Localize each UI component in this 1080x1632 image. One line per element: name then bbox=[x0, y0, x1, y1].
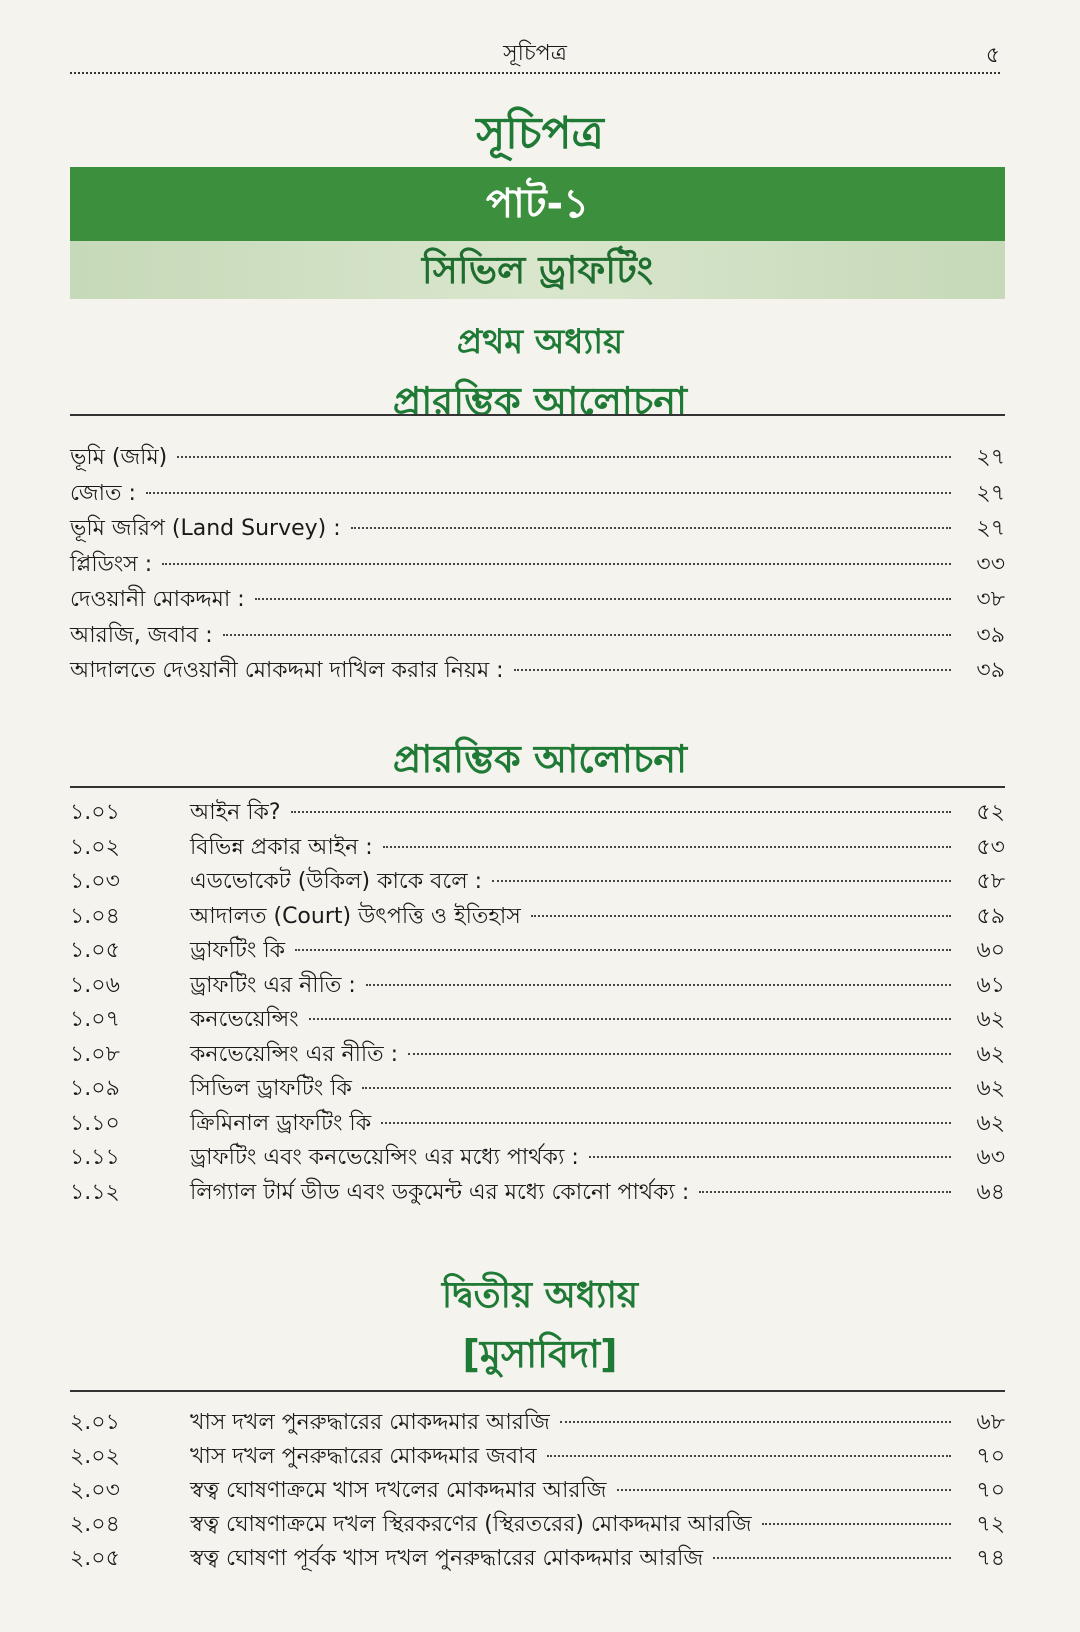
dot-leader bbox=[223, 634, 951, 636]
toc-entry[interactable] bbox=[70, 547, 1005, 583]
dot-leader bbox=[177, 456, 951, 458]
entry-number: ২.০৩ bbox=[70, 1478, 120, 1503]
entry-text: খাস দখল পুনরুদ্ধারের মোকদ্দমার জবাব bbox=[190, 1444, 537, 1469]
entry-page: ৭২ bbox=[976, 1512, 1005, 1537]
toc-entry[interactable] bbox=[70, 476, 1005, 512]
dot-leader bbox=[762, 1523, 951, 1525]
entry-page: ৭০ bbox=[976, 1478, 1005, 1503]
entry-text: বিভিন্ন প্রকার আইন : bbox=[190, 834, 373, 860]
divider-rule bbox=[70, 414, 1005, 416]
entry-text: স্বত্ব ঘোষণাক্রমে দখল স্থিরকরণের (স্থিরতরের) মোকদ্দমার আরজি bbox=[190, 1512, 752, 1537]
dot-leader bbox=[383, 846, 951, 848]
dot-leader bbox=[589, 1156, 951, 1158]
entry-text: আদালতে দেওয়ানী মোকদ্দমা দাখিল করার নিয়ম : bbox=[70, 658, 504, 683]
toc-entry[interactable] bbox=[70, 440, 1005, 476]
entry-page: ৬১ bbox=[976, 972, 1005, 998]
entry-page: ৫২ bbox=[976, 800, 1005, 825]
entry-text: ভূমি জরিপ (Land Survey) : bbox=[70, 516, 341, 541]
entry-page: ২৭ bbox=[976, 480, 1005, 506]
entry-text: ড্রাফটিং কি bbox=[190, 938, 286, 963]
dot-leader bbox=[381, 1122, 951, 1124]
toc-entry[interactable] bbox=[70, 582, 1005, 618]
dot-leader bbox=[291, 811, 951, 813]
entry-number: ১.০৮ bbox=[70, 1041, 120, 1067]
toc-entry[interactable] bbox=[70, 1175, 1005, 1210]
chapter1-subtitle: প্রারম্ভিক আলোচনা bbox=[392, 379, 688, 423]
toc-entry[interactable] bbox=[70, 1071, 1005, 1106]
toc-entry[interactable] bbox=[70, 1140, 1005, 1175]
running-header bbox=[70, 28, 1000, 74]
dot-leader bbox=[255, 598, 951, 600]
entry-page: ৭৪ bbox=[976, 1546, 1005, 1571]
entry-number: ১.১২ bbox=[70, 1179, 120, 1205]
entry-text: খাস দখল পুনরুদ্ধারের মোকদ্দমার আরজি bbox=[190, 1410, 550, 1435]
dot-leader bbox=[547, 1455, 951, 1457]
toc-entry[interactable] bbox=[70, 1473, 1005, 1507]
entry-text: এডভোকেট (উকিল) কাকে বলে : bbox=[190, 869, 483, 894]
dot-leader bbox=[560, 1421, 951, 1423]
entry-number: ২.০১ bbox=[70, 1410, 120, 1435]
dot-leader bbox=[162, 563, 951, 565]
entry-page: ৩৩ bbox=[976, 551, 1005, 577]
toc-entry[interactable] bbox=[70, 1106, 1005, 1141]
entry-text: ভূমি (জমি) bbox=[70, 445, 168, 470]
entry-number: ২.০৫ bbox=[70, 1546, 120, 1571]
chapter2-subtitle: [মুসাবিদা] bbox=[462, 1332, 618, 1376]
dot-leader bbox=[617, 1489, 952, 1491]
entry-text: দেওয়ানী মোকদ্দমা : bbox=[70, 587, 245, 612]
toc-entry[interactable] bbox=[70, 968, 1005, 1003]
entry-text: লিগ্যাল টার্ম ডীড এবং ডকুমেন্ট এর মধ্যে কোনো পার্থক্য : bbox=[190, 1179, 690, 1205]
entry-number: ১.১০ bbox=[70, 1110, 120, 1136]
entry-text: স্বত্ব ঘোষণা পূর্বক খাস দখল পুনরুদ্ধারের মোকদ্দমার আরজি bbox=[190, 1546, 704, 1571]
toc-entry[interactable] bbox=[70, 864, 1005, 899]
entry-page: ৬৪ bbox=[976, 1179, 1005, 1205]
entry-text: ক্রিমিনাল ড্রাফটিং কি bbox=[190, 1110, 372, 1136]
toc-entry[interactable] bbox=[70, 1405, 1005, 1439]
toc-entry[interactable] bbox=[70, 1507, 1005, 1541]
entry-text: কনভেয়েন্সিং bbox=[190, 1007, 299, 1032]
toc-entry[interactable] bbox=[70, 830, 1005, 865]
entry-page: ৬২ bbox=[976, 1041, 1005, 1067]
part-banner: পাট-১ bbox=[70, 167, 1005, 241]
dot-leader bbox=[408, 1053, 951, 1055]
entry-number: ১.০৪ bbox=[70, 903, 120, 929]
entry-page: ৭০ bbox=[976, 1444, 1005, 1469]
entry-page: ৩৯ bbox=[976, 622, 1005, 648]
toc-entry[interactable] bbox=[70, 1541, 1005, 1575]
toc-entry[interactable] bbox=[70, 1037, 1005, 1072]
dot-leader bbox=[366, 984, 951, 986]
chapter2-toc-list bbox=[70, 1405, 1005, 1575]
entry-page: ৬০ bbox=[976, 938, 1005, 963]
entry-text: স্বত্ব ঘোষণাক্রমে খাস দখলের মোকদ্দমার আরজি bbox=[190, 1478, 607, 1503]
dot-leader bbox=[309, 1018, 951, 1020]
toc-entry[interactable] bbox=[70, 1439, 1005, 1473]
dot-leader bbox=[699, 1191, 951, 1193]
entry-page: ৩৮ bbox=[976, 587, 1005, 612]
chapter2-label: দ্বিতীয় অধ্যায় bbox=[441, 1275, 639, 1316]
entry-page: ৬২ bbox=[976, 1076, 1005, 1101]
entry-page: ৬৩ bbox=[976, 1145, 1005, 1170]
entry-number: ১.১১ bbox=[70, 1145, 120, 1170]
dot-leader bbox=[146, 492, 951, 494]
entry-page: ৬৮ bbox=[976, 1410, 1005, 1435]
running-title: সূচিপত্র bbox=[503, 41, 567, 66]
dot-leader bbox=[492, 880, 951, 882]
toc-title: সূচিপত্র bbox=[476, 108, 604, 159]
dot-leader bbox=[514, 669, 951, 671]
divider-rule bbox=[70, 1390, 1005, 1392]
entry-text: ড্রাফটিং এবং কনভেয়েন্সিং এর মধ্যে পার্থক্য : bbox=[190, 1145, 579, 1170]
entry-number: ১.০৯ bbox=[70, 1076, 120, 1101]
subject-banner: সিভিল ড্রাফটিং bbox=[70, 241, 1005, 299]
toc-entry[interactable] bbox=[70, 618, 1005, 654]
dot-leader bbox=[351, 527, 951, 529]
entry-number: ১.০৫ bbox=[70, 938, 120, 963]
entry-page: ৫৮ bbox=[976, 869, 1005, 894]
dot-leader bbox=[362, 1087, 951, 1089]
toc-entry[interactable] bbox=[70, 933, 1005, 968]
toc-entry[interactable] bbox=[70, 1002, 1005, 1037]
entry-number: ২.০৪ bbox=[70, 1512, 120, 1537]
section-heading: প্রারম্ভিক আলোচনা bbox=[392, 737, 688, 781]
toc-entry[interactable] bbox=[70, 795, 1005, 830]
entry-number: ১.০১ bbox=[70, 800, 120, 825]
entry-number: ১.০২ bbox=[70, 834, 120, 860]
entry-text: আইন কি? bbox=[190, 800, 281, 825]
entry-text: ড্রাফটিং এর নীতি : bbox=[190, 972, 356, 998]
toc-entry[interactable] bbox=[70, 511, 1005, 547]
divider-rule bbox=[70, 786, 1005, 788]
entry-page: ৩৯ bbox=[976, 658, 1005, 683]
dot-leader bbox=[713, 1557, 951, 1559]
page-number: ৫ bbox=[985, 43, 1000, 68]
entry-number: ২.০২ bbox=[70, 1444, 120, 1469]
entry-page: ২৭ bbox=[976, 445, 1005, 470]
entry-text: আদালত (Court) উৎপত্তি ও ইতিহাস bbox=[190, 903, 521, 929]
entry-number: ১.০৬ bbox=[70, 972, 120, 998]
toc-entry[interactable] bbox=[70, 653, 1005, 689]
dot-leader bbox=[295, 949, 951, 951]
entry-text: প্লিডিংস : bbox=[70, 551, 153, 577]
entry-page: ৬২ bbox=[976, 1007, 1005, 1032]
entry-page: ২৭ bbox=[976, 516, 1005, 541]
entry-text: কনভেয়েন্সিং এর নীতি : bbox=[190, 1041, 399, 1067]
dot-leader bbox=[531, 915, 951, 917]
intro-toc-list bbox=[70, 440, 1005, 689]
entry-page: ৬২ bbox=[976, 1110, 1005, 1136]
entry-number: ১.০৩ bbox=[70, 869, 120, 894]
entry-number: ১.০৭ bbox=[70, 1007, 120, 1032]
toc-entry[interactable] bbox=[70, 899, 1005, 934]
entry-text: আরজি, জবাব : bbox=[70, 622, 213, 648]
entry-text: জোত : bbox=[70, 480, 136, 506]
entry-text: সিভিল ড্রাফটিং কি bbox=[190, 1076, 352, 1101]
entry-page: ৫৯ bbox=[976, 903, 1005, 929]
section-toc-list bbox=[70, 795, 1005, 1209]
chapter1-label: প্রথম অধ্যায় bbox=[456, 322, 624, 362]
entry-page: ৫৩ bbox=[976, 834, 1005, 860]
